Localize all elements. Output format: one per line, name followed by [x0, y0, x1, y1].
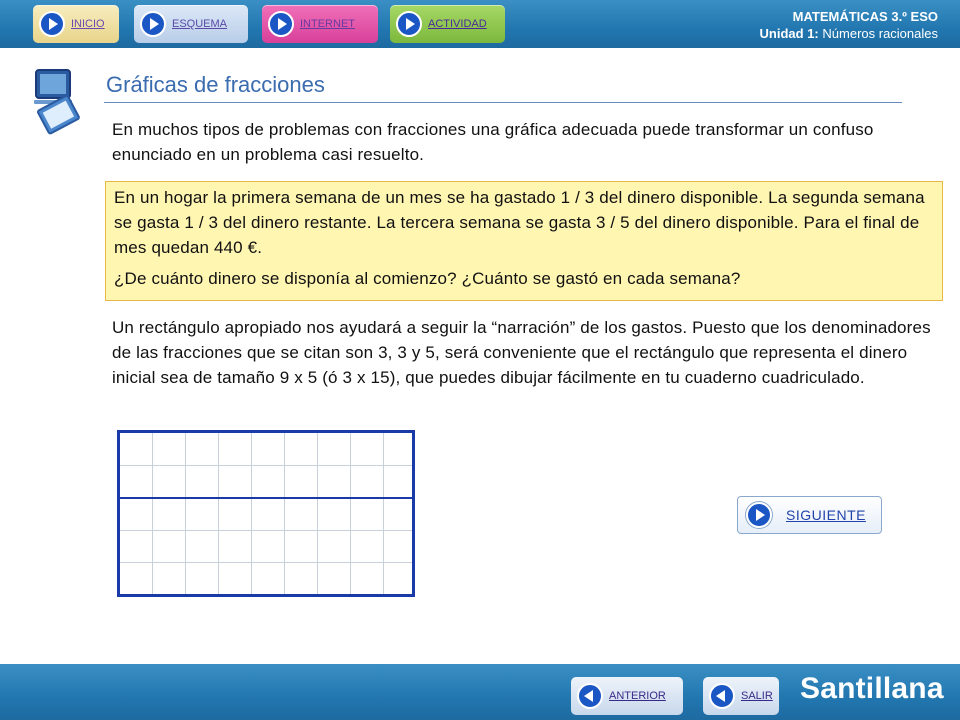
grid-line: [218, 433, 219, 594]
grid-line: [383, 433, 384, 594]
exit-button[interactable]: [703, 677, 779, 715]
unit-prefix: Unidad 1:: [759, 26, 819, 41]
next-label: SIGUIENTE: [786, 507, 866, 523]
internet-label: INTERNET: [300, 18, 355, 30]
course-header: [760, 8, 938, 42]
title-divider: [104, 102, 902, 103]
back-arrow-icon: [577, 683, 603, 709]
grid-line: [120, 562, 412, 563]
problem-statement: En un hogar la primera semana de un mes se ha gastado 1 / 3 del dinero disponible. La segunda semana se gasta 1 / 3 del dinero restante. La tercera semana se gasta 3 / 5 del dinero disponible. Para el final de mes quedan 440 €.: [114, 188, 925, 257]
grid-line: [185, 433, 186, 594]
unit-name: Números racionales: [822, 26, 938, 41]
unit-title: [760, 25, 938, 42]
grid-line: [152, 433, 153, 594]
explanation-text: Un rectángulo apropiado nos ayudará a seguir la “narración” de los gastos. Puesto que los denominadores de las fracciones que se citan son 3, 3 y 5, será conveniente que el rectángulo que representa el dinero inicial sea de tamaño 9 x 5 (ó 3 x 15), que puedes dibujar fácilmente en tu cuaderno cuadriculado.: [112, 318, 931, 387]
actividad-label: ACTIVIDAD: [428, 18, 487, 30]
esquema-label: ESQUEMA: [172, 18, 228, 30]
problem-box: [105, 181, 943, 301]
previous-button[interactable]: [571, 677, 683, 715]
grid-line: [120, 465, 412, 466]
previous-label: ANTERIOR: [609, 690, 666, 702]
grid-line: [317, 433, 318, 594]
play-icon: [39, 11, 65, 37]
intro-text: En muchos tipos de problemas con fracciones una gráfica adecuada puede transformar un confuso enunciado en un problema casi resuelto.: [112, 120, 874, 164]
grid-line: [120, 497, 412, 499]
internet-button[interactable]: [262, 5, 378, 43]
back-arrow-icon: [709, 683, 735, 709]
exit-label: SALIR: [741, 690, 773, 702]
play-icon: [268, 11, 294, 37]
next-button[interactable]: [737, 496, 882, 534]
grid-line: [251, 433, 252, 594]
actividad-button[interactable]: [390, 5, 505, 43]
play-icon: [396, 11, 422, 37]
inicio-button[interactable]: [33, 5, 119, 43]
grid-line: [350, 433, 351, 594]
fraction-grid: [117, 430, 415, 597]
play-icon: [140, 11, 166, 37]
brand-logo: Santillana: [800, 672, 944, 705]
monitor-icon: [28, 66, 84, 136]
play-icon: [746, 502, 772, 528]
page-title: Gráficas de fracciones: [106, 72, 325, 97]
subject-title: MATEMÁTICAS 3.º ESO: [792, 9, 938, 24]
grid-line: [284, 433, 285, 594]
esquema-button[interactable]: [134, 5, 248, 43]
inicio-label: INICIO: [71, 18, 105, 30]
grid-line: [120, 530, 412, 531]
problem-question: ¿De cuánto dinero se disponía al comienzo? ¿Cuánto se gastó en cada semana?: [114, 269, 741, 288]
